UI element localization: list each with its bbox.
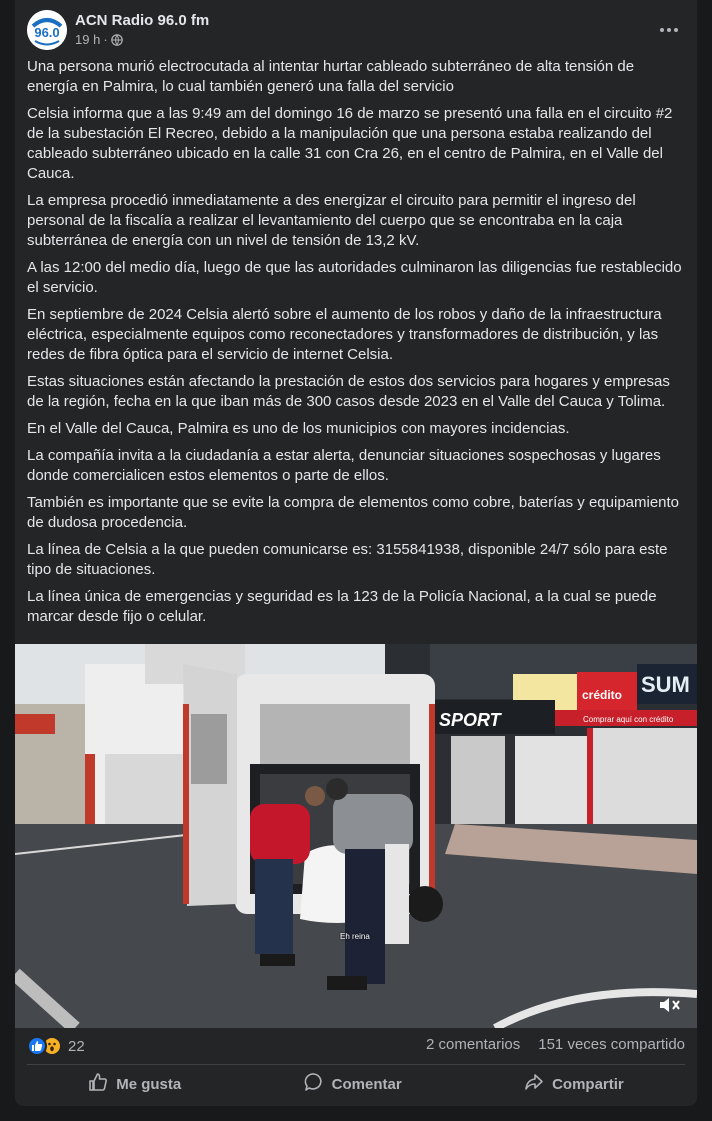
avatar-text: 96.0 <box>34 25 60 40</box>
post-paragraph: Estas situaciones están afectando la prestación de estos dos servicios para hogares y empresas de la región, fecha en la que iban más de 300 casos desde 2023 en el Valle del Cauca y Tolima. <box>27 373 670 410</box>
like-label: Me gusta <box>116 1075 182 1093</box>
muted-speaker-icon[interactable] <box>657 994 683 1016</box>
post-paragraph: También es importante que se evite la compra de elementos como cobre, baterías y equipamiento de dudosa procedencia. <box>27 494 680 531</box>
post-paragraph: La línea de Celsia a la que pueden comunicarse es: 3155841938, disponible 24/7 sólo para este tipo de situaciones. <box>27 541 668 578</box>
meta-separator: · <box>103 32 108 47</box>
thumbs-up-icon <box>27 1036 47 1056</box>
thumbs-up-outline-icon <box>88 1072 108 1096</box>
more-dots-icon[interactable] <box>657 18 681 42</box>
video-caption: Eh reina <box>340 932 370 941</box>
post-paragraph: La compañía invita a la ciudadanía a estar alerta, denunciar situaciones sospechosas y lugares donde comercialicen estos elementos o parte de ellos. <box>27 447 661 484</box>
comments-count-link[interactable]: 2 comentarios <box>426 1036 521 1053</box>
globe-icon <box>111 34 123 46</box>
post-paragraph: Una persona murió electrocutada al intentar hurtar cableado subterráneo de alta tensión de energía en Palmira, lo cual también generó una falla del servicio <box>27 58 635 95</box>
page-name-link[interactable]: ACN Radio 96.0 fm <box>75 12 210 29</box>
shares-count-link[interactable]: 151 veces compartido <box>538 1036 685 1053</box>
post-header <box>27 10 685 50</box>
acn-logo-icon[interactable] <box>27 10 67 50</box>
post-paragraph: En el Valle del Cauca, Palmira es uno de los municipios con mayores incidencias. <box>27 420 570 437</box>
share-button[interactable] <box>504 1066 644 1102</box>
like-button[interactable] <box>68 1066 201 1102</box>
post-paragraph: En septiembre de 2024 Celsia alertó sobre el aumento de los robos y daño de la infraestructura eléctrica, especialmente equipos como reconectadores y transformadores de distribución, y las redes de fibra óptica para el servicio de internet Celsia. <box>27 306 662 363</box>
post-paragraph: La línea única de emergencias y seguridad es la 123 de la Policía Nacional, a la cual se puede marcar desde fijo o celular. <box>27 588 657 625</box>
comprar-sign: Comprar aquí con crédito <box>583 715 674 724</box>
credito-sign: crédito <box>582 688 623 702</box>
stats-divider <box>27 1064 685 1065</box>
sport-sign: SPORT <box>439 710 501 730</box>
post-paragraph: La empresa procedió inmediatamente a des energizar el circuito para permitir el ingreso del personal de la fiscalía a realizar el levantamiento del cuerpo que se encontraba en la caja subterránea de energía con un nivel de tensión de 13,2 kV. <box>27 192 636 249</box>
post-body <box>27 57 687 634</box>
post-meta <box>75 32 123 47</box>
post-time-link[interactable]: 19 h <box>75 32 101 47</box>
post-paragraph: A las 12:00 del medio día, luego de que las autoridades culminaron las diligencias fue restablecido el servicio. <box>27 259 682 296</box>
post-card <box>15 0 697 1106</box>
comment-label: Comentar <box>331 1075 402 1093</box>
speech-bubble-icon <box>304 1072 324 1096</box>
post-video[interactable] <box>15 644 697 1028</box>
reaction-count: 22 <box>68 1037 85 1055</box>
post-stats <box>27 1036 685 1058</box>
sum-sign: SUM <box>641 672 690 697</box>
post-actions <box>27 1066 685 1102</box>
share-arrow-icon <box>524 1072 544 1096</box>
post-paragraph: Celsia informa que a las 9:49 am del domingo 16 de marzo se presentó una falla en el circuito #2 de la subestación El Recreo, debido a la manipulación que una persona estaba realizando del cableado subterráneo ubicado en la calle 31 con Cra 26, en el centro de Palmira, en el Valle del Cauca. <box>27 105 673 182</box>
comment-button[interactable] <box>284 1066 422 1102</box>
reaction-summary[interactable] <box>27 1036 85 1056</box>
share-label: Compartir <box>552 1075 624 1093</box>
